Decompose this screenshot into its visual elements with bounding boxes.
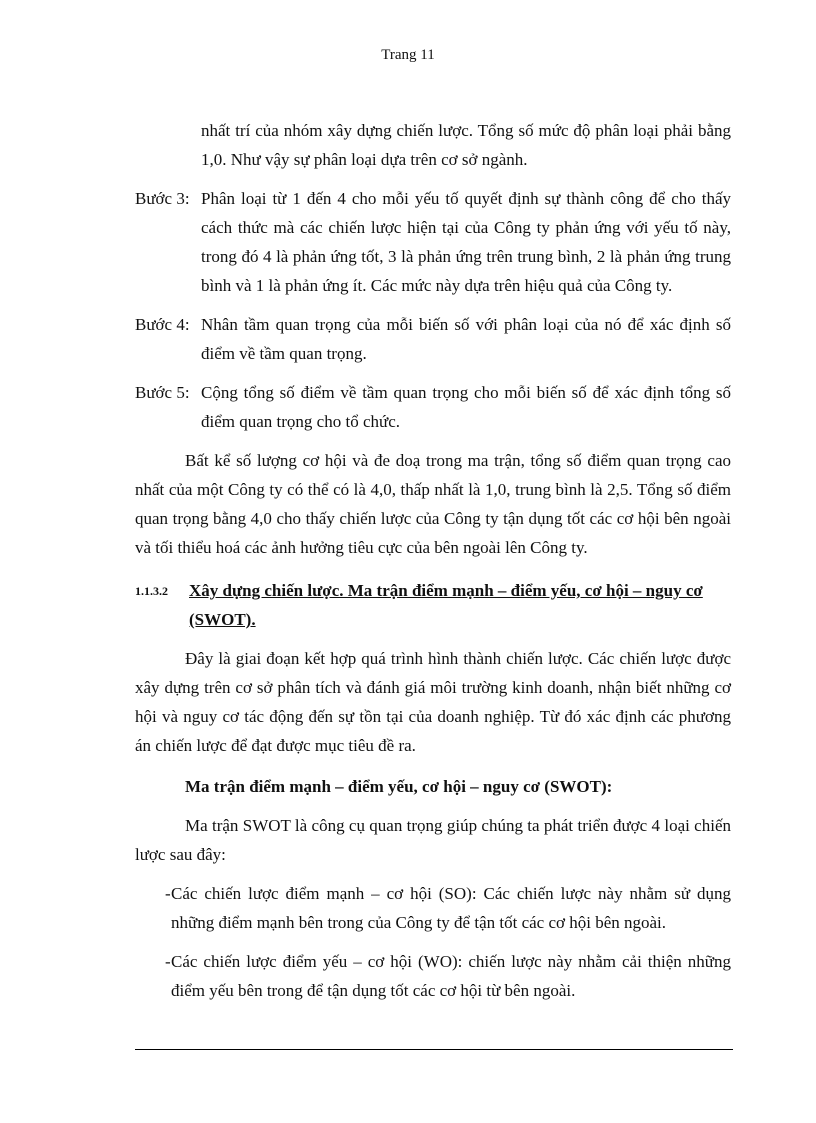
footer-divider: [135, 1049, 733, 1050]
bullet-item: [135, 879, 731, 937]
bullet-dash: -: [165, 884, 171, 903]
document-body: [135, 116, 731, 1005]
step-label: Bước 4:: [135, 315, 190, 334]
section-title: Xây dựng chiến lược. Ma trận điểm mạnh – điểm yếu, cơ hội – nguy cơ (SWOT).: [189, 581, 703, 629]
step-item: [135, 310, 731, 368]
step-item: [135, 378, 731, 436]
step-item: [135, 184, 731, 300]
bullet-text: Các chiến lược điểm yếu – cơ hội (WO): chiến lược này nhằm cải thiện những điểm yếu bên trong để tận dụng tốt các cơ hội từ bên ngoài.: [171, 952, 731, 1000]
page-number-header: Trang 11: [381, 47, 435, 63]
bullet-item: [135, 947, 731, 1005]
step-text: Phân loại từ 1 đến 4 cho mỗi yếu tố quyết định sự thành công để cho thấy cách thức mà các chiến lược hiện tại của Công ty phản ứng với yếu tố này, trong đó 4 là phản ứng tốt, 3 là phản ứng trên trung bình, 2 là phản ứng trung bình và 1 là phản ứng ít. Các mức này dựa trên hiệu quả của Công ty.: [201, 189, 731, 295]
body-paragraph: Ma trận SWOT là công cụ quan trọng giúp chúng ta phát triển được 4 loại chiến lược sau đây:: [135, 816, 731, 864]
bullet-text: Các chiến lược điểm mạnh – cơ hội (SO): Các chiến lược này nhằm sử dụng những điểm mạnh bên trong của Công ty để tận tốt các cơ hội bên ngoài.: [171, 884, 731, 932]
section-heading: [135, 576, 731, 634]
step-label: Bước 5:: [135, 383, 190, 402]
step-text: Cộng tổng số điểm về tầm quan trọng cho mỗi biến số để xác định tổng số điểm quan trọng cho tổ chức.: [201, 383, 731, 431]
step-text: Nhân tầm quan trọng của mỗi biến số với phân loại của nó để xác định số điểm về tầm quan trọng.: [201, 315, 731, 363]
bullet-dash: -: [165, 952, 171, 971]
body-paragraph: Bất kể số lượng cơ hội và đe doạ trong ma trận, tổng số điểm quan trọng cao nhất của một Công ty có thể có là 4,0, thấp nhất là 1,0, trung bình là 2,5. Tổng số điểm quan trọng bằng 4,0 cho thấy chiến lược của Công ty tận dụng tốt các cơ hội bên ngoài và tối thiểu hoá các ảnh hưởng tiêu cực của bên ngoài lên Công ty.: [135, 451, 731, 557]
step-label: Bước 3:: [135, 189, 190, 208]
body-paragraph: Đây là giai đoạn kết hợp quá trình hình thành chiến lược. Các chiến lược được xây dựng trên cơ sở phân tích và đánh giá môi trường kinh doanh, nhận biết những cơ hội và nguy cơ tác động đến sự tồn tại của doanh nghiệp. Từ đó xác định các phương án chiến lược để đạt được mục tiêu đề ra.: [135, 649, 731, 755]
continuation-paragraph: nhất trí của nhóm xây dựng chiến lược. Tổng số mức độ phân loại phải bằng 1,0. Như vậy sự phân loại dựa trên cơ sở ngành.: [201, 121, 731, 169]
subheading: Ma trận điểm mạnh – điểm yếu, cơ hội – nguy cơ (SWOT):: [185, 777, 613, 796]
section-number: 1.1.3.2: [135, 584, 168, 598]
